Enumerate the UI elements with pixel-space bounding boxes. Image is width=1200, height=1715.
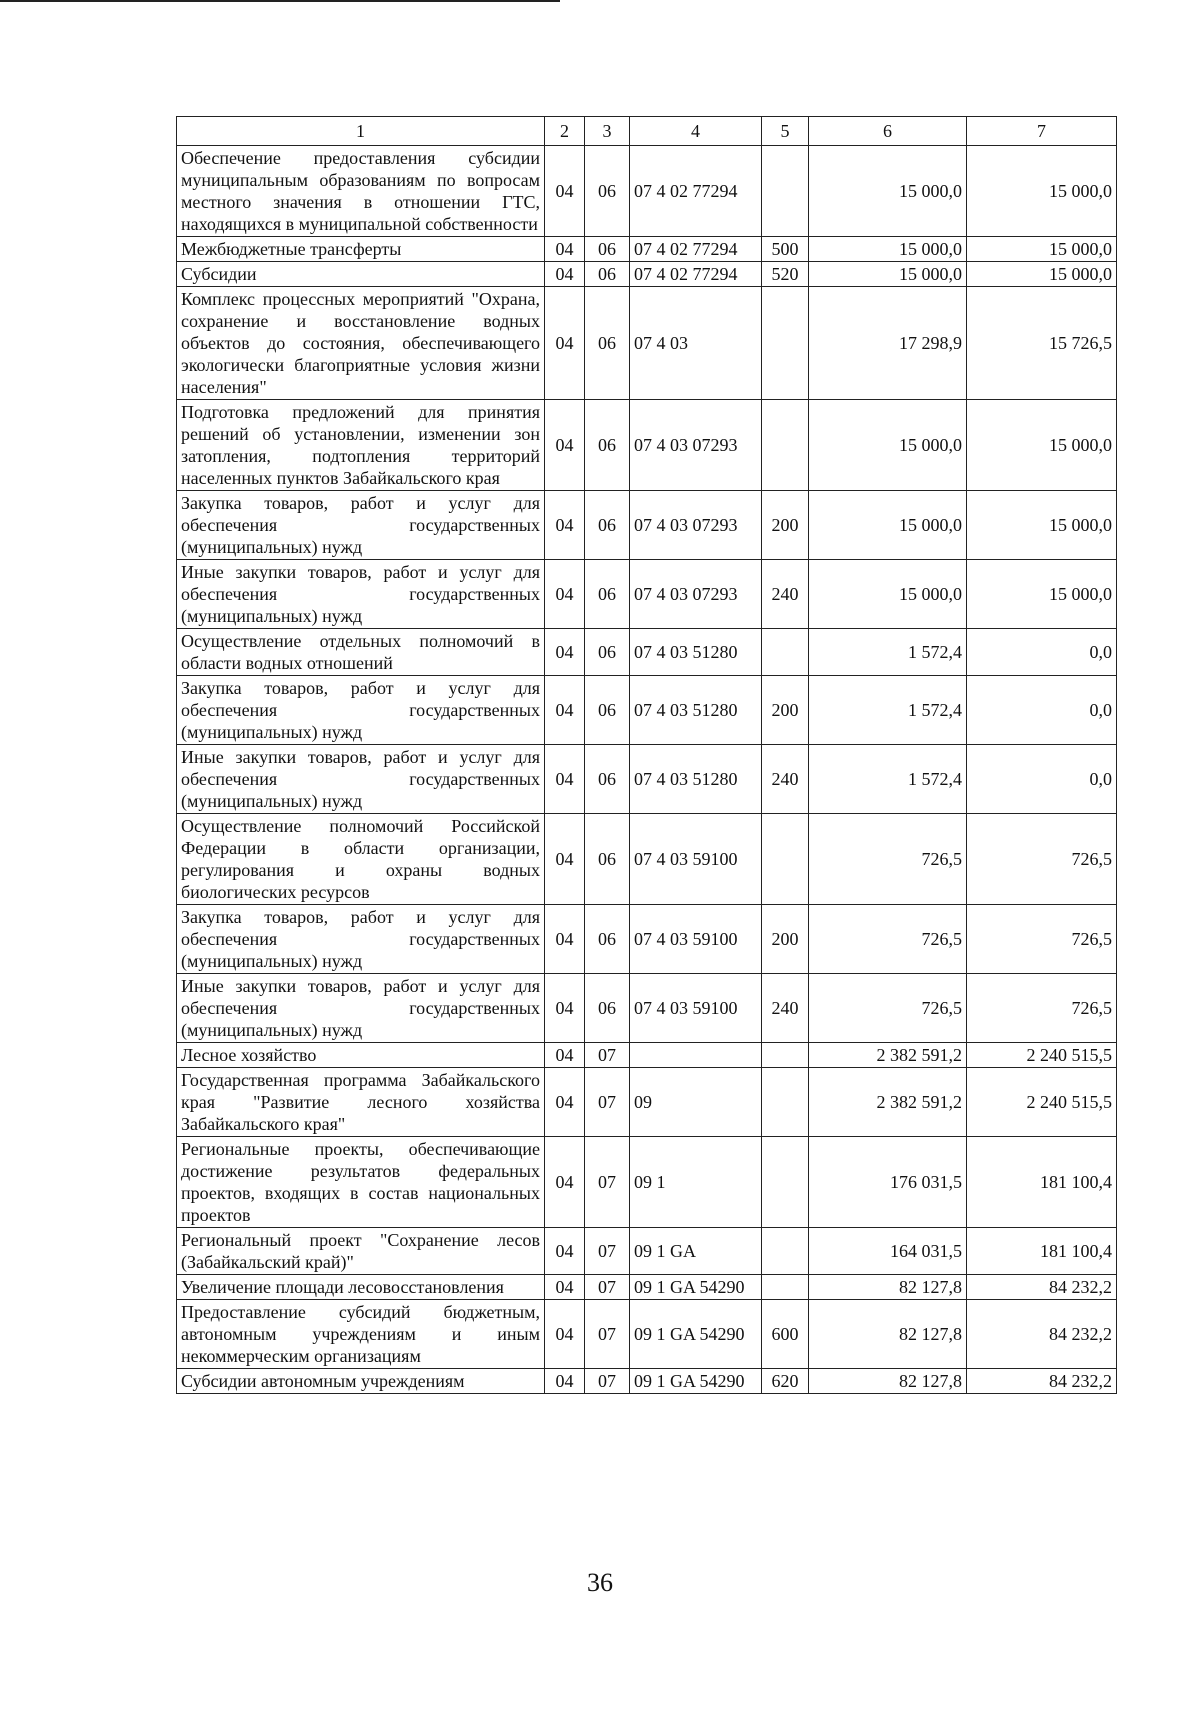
subsection-code-cell: 06 bbox=[585, 146, 630, 237]
amount-year-2-cell: 15 000,0 bbox=[967, 400, 1117, 491]
section-code-cell: 04 bbox=[545, 905, 585, 974]
amount-year-1-cell: 726,5 bbox=[809, 814, 967, 905]
amount-year-2-cell: 181 100,4 bbox=[967, 1137, 1117, 1228]
expense-type-cell: 500 bbox=[762, 237, 809, 262]
table-row bbox=[177, 1137, 1117, 1228]
expense-type-cell: 240 bbox=[762, 560, 809, 629]
target-article-cell: 07 4 03 59100 bbox=[630, 905, 762, 974]
amount-year-1-cell: 1 572,4 bbox=[809, 629, 967, 676]
table-row bbox=[177, 237, 1117, 262]
amount-year-2-cell: 726,5 bbox=[967, 905, 1117, 974]
amount-year-1-cell: 726,5 bbox=[809, 905, 967, 974]
table-row bbox=[177, 974, 1117, 1043]
amount-year-1-cell: 15 000,0 bbox=[809, 560, 967, 629]
amount-year-2-cell: 15 000,0 bbox=[967, 491, 1117, 560]
header-cell: 2 bbox=[545, 117, 585, 146]
amount-year-1-cell: 176 031,5 bbox=[809, 1137, 967, 1228]
row-name-cell: Региональные проекты, обеспечивающие достижение результатов федеральных проектов, входящих в состав национальных проектов bbox=[177, 1137, 545, 1228]
expense-type-cell: 240 bbox=[762, 745, 809, 814]
amount-year-2-cell: 15 000,0 bbox=[967, 262, 1117, 287]
row-name-cell: Государственная программа Забайкальского края "Развитие лесного хозяйства Забайкальского края" bbox=[177, 1068, 545, 1137]
target-article-cell: 07 4 03 07293 bbox=[630, 400, 762, 491]
target-article-cell: 07 4 03 bbox=[630, 287, 762, 400]
amount-year-2-cell: 2 240 515,5 bbox=[967, 1043, 1117, 1068]
amount-year-2-cell: 84 232,2 bbox=[967, 1300, 1117, 1369]
header-cell: 4 bbox=[630, 117, 762, 146]
subsection-code-cell: 06 bbox=[585, 905, 630, 974]
amount-year-2-cell: 84 232,2 bbox=[967, 1275, 1117, 1300]
page-number: 36 bbox=[587, 1568, 613, 1597]
amount-year-2-cell: 15 000,0 bbox=[967, 560, 1117, 629]
table-row bbox=[177, 676, 1117, 745]
target-article-cell: 09 1 GA 54290 bbox=[630, 1369, 762, 1394]
section-code-cell: 04 bbox=[545, 287, 585, 400]
table-row bbox=[177, 629, 1117, 676]
table-row bbox=[177, 491, 1117, 560]
amount-year-2-cell: 2 240 515,5 bbox=[967, 1068, 1117, 1137]
amount-year-2-cell: 0,0 bbox=[967, 629, 1117, 676]
subsection-code-cell: 06 bbox=[585, 560, 630, 629]
target-article-cell: 07 4 03 07293 bbox=[630, 560, 762, 629]
amount-year-2-cell: 0,0 bbox=[967, 745, 1117, 814]
amount-year-1-cell: 15 000,0 bbox=[809, 237, 967, 262]
row-name-cell: Предоставление субсидий бюджетным, автономным учреждениям и иным некоммерческим организациям bbox=[177, 1300, 545, 1369]
amount-year-2-cell: 726,5 bbox=[967, 974, 1117, 1043]
section-code-cell: 04 bbox=[545, 400, 585, 491]
table-row bbox=[177, 1228, 1117, 1275]
row-name-cell: Подготовка предложений для принятия решений об установлении, изменении зон затопления, подтопления территорий населенных пунктов Забайкальского края bbox=[177, 400, 545, 491]
expense-type-cell: 200 bbox=[762, 676, 809, 745]
expense-type-cell: 520 bbox=[762, 262, 809, 287]
subsection-code-cell: 06 bbox=[585, 676, 630, 745]
header-cell: 5 bbox=[762, 117, 809, 146]
section-code-cell: 04 bbox=[545, 676, 585, 745]
subsection-code-cell: 07 bbox=[585, 1068, 630, 1137]
amount-year-1-cell: 82 127,8 bbox=[809, 1275, 967, 1300]
section-code-cell: 04 bbox=[545, 262, 585, 287]
expense-type-cell bbox=[762, 1043, 809, 1068]
amount-year-1-cell: 726,5 bbox=[809, 974, 967, 1043]
row-name-cell: Закупка товаров, работ и услуг для обеспечения государственных (муниципальных) нужд bbox=[177, 491, 545, 560]
subsection-code-cell: 06 bbox=[585, 400, 630, 491]
amount-year-2-cell: 15 726,5 bbox=[967, 287, 1117, 400]
expense-type-cell bbox=[762, 814, 809, 905]
subsection-code-cell: 06 bbox=[585, 629, 630, 676]
section-code-cell: 04 bbox=[545, 1068, 585, 1137]
table-row bbox=[177, 287, 1117, 400]
expense-type-cell bbox=[762, 1137, 809, 1228]
row-name-cell: Межбюджетные трансферты bbox=[177, 237, 545, 262]
row-name-cell: Лесное хозяйство bbox=[177, 1043, 545, 1068]
amount-year-1-cell: 15 000,0 bbox=[809, 146, 967, 237]
expense-type-cell bbox=[762, 1068, 809, 1137]
section-code-cell: 04 bbox=[545, 146, 585, 237]
row-name-cell: Иные закупки товаров, работ и услуг для обеспечения государственных (муниципальных) нужд bbox=[177, 560, 545, 629]
amount-year-1-cell: 15 000,0 bbox=[809, 400, 967, 491]
amount-year-2-cell: 15 000,0 bbox=[967, 146, 1117, 237]
target-article-cell: 07 4 03 59100 bbox=[630, 974, 762, 1043]
header-cell: 3 bbox=[585, 117, 630, 146]
table-row bbox=[177, 262, 1117, 287]
target-article-cell: 07 4 03 51280 bbox=[630, 676, 762, 745]
target-article-cell: 07 4 03 59100 bbox=[630, 814, 762, 905]
row-name-cell: Закупка товаров, работ и услуг для обеспечения государственных (муниципальных) нужд bbox=[177, 905, 545, 974]
target-article-cell: 07 4 02 77294 bbox=[630, 237, 762, 262]
amount-year-1-cell: 15 000,0 bbox=[809, 262, 967, 287]
amount-year-1-cell: 82 127,8 bbox=[809, 1300, 967, 1369]
section-code-cell: 04 bbox=[545, 1137, 585, 1228]
header-cell: 7 bbox=[967, 117, 1117, 146]
amount-year-1-cell: 164 031,5 bbox=[809, 1228, 967, 1275]
target-article-cell: 09 bbox=[630, 1068, 762, 1137]
section-code-cell: 04 bbox=[545, 491, 585, 560]
table-row bbox=[177, 1300, 1117, 1369]
amount-year-2-cell: 15 000,0 bbox=[967, 237, 1117, 262]
amount-year-1-cell: 1 572,4 bbox=[809, 745, 967, 814]
target-article-cell: 07 4 02 77294 bbox=[630, 262, 762, 287]
amount-year-2-cell: 84 232,2 bbox=[967, 1369, 1117, 1394]
table-row bbox=[177, 560, 1117, 629]
budget-table bbox=[176, 116, 1117, 1394]
target-article-cell: 09 1 GA 54290 bbox=[630, 1275, 762, 1300]
section-code-cell: 04 bbox=[545, 974, 585, 1043]
row-name-cell: Увеличение площади лесовосстановления bbox=[177, 1275, 545, 1300]
table-row bbox=[177, 1275, 1117, 1300]
expense-type-cell: 600 bbox=[762, 1300, 809, 1369]
target-article-cell: 09 1 GA 54290 bbox=[630, 1300, 762, 1369]
section-code-cell: 04 bbox=[545, 814, 585, 905]
expense-type-cell: 240 bbox=[762, 974, 809, 1043]
subsection-code-cell: 07 bbox=[585, 1137, 630, 1228]
table-row bbox=[177, 400, 1117, 491]
amount-year-1-cell: 15 000,0 bbox=[809, 491, 967, 560]
expense-type-cell: 200 bbox=[762, 905, 809, 974]
amount-year-2-cell: 726,5 bbox=[967, 814, 1117, 905]
section-code-cell: 04 bbox=[545, 560, 585, 629]
section-code-cell: 04 bbox=[545, 629, 585, 676]
amount-year-1-cell: 1 572,4 bbox=[809, 676, 967, 745]
target-article-cell: 09 1 bbox=[630, 1137, 762, 1228]
table-row bbox=[177, 1068, 1117, 1137]
expense-type-cell: 620 bbox=[762, 1369, 809, 1394]
scan-edge-rule bbox=[0, 0, 560, 2]
amount-year-2-cell: 0,0 bbox=[967, 676, 1117, 745]
row-name-cell: Субсидии bbox=[177, 262, 545, 287]
target-article-cell: 09 1 GA bbox=[630, 1228, 762, 1275]
table-row bbox=[177, 1043, 1117, 1068]
subsection-code-cell: 06 bbox=[585, 745, 630, 814]
subsection-code-cell: 07 bbox=[585, 1275, 630, 1300]
amount-year-1-cell: 17 298,9 bbox=[809, 287, 967, 400]
header-cell: 6 bbox=[809, 117, 967, 146]
amount-year-1-cell: 2 382 591,2 bbox=[809, 1043, 967, 1068]
subsection-code-cell: 07 bbox=[585, 1300, 630, 1369]
target-article-cell: 07 4 03 51280 bbox=[630, 745, 762, 814]
section-code-cell: 04 bbox=[545, 1043, 585, 1068]
row-name-cell: Обеспечение предоставления субсидии муниципальным образованиям по вопросам местного значения в отношении ГТС, находящихся в муниципальной собственности bbox=[177, 146, 545, 237]
table-header-row bbox=[177, 117, 1117, 146]
section-code-cell: 04 bbox=[545, 1369, 585, 1394]
section-code-cell: 04 bbox=[545, 745, 585, 814]
expense-type-cell bbox=[762, 400, 809, 491]
section-code-cell: 04 bbox=[545, 1275, 585, 1300]
expense-type-cell bbox=[762, 1228, 809, 1275]
section-code-cell: 04 bbox=[545, 237, 585, 262]
expense-type-cell bbox=[762, 146, 809, 237]
target-article-cell: 07 4 02 77294 bbox=[630, 146, 762, 237]
section-code-cell: 04 bbox=[545, 1300, 585, 1369]
row-name-cell: Осуществление полномочий Российской Федерации в области организации, регулирования и охраны водных биологических ресурсов bbox=[177, 814, 545, 905]
table-row bbox=[177, 745, 1117, 814]
target-article-cell: 07 4 03 07293 bbox=[630, 491, 762, 560]
row-name-cell: Иные закупки товаров, работ и услуг для обеспечения государственных (муниципальных) нужд bbox=[177, 974, 545, 1043]
amount-year-1-cell: 82 127,8 bbox=[809, 1369, 967, 1394]
subsection-code-cell: 06 bbox=[585, 237, 630, 262]
subsection-code-cell: 07 bbox=[585, 1228, 630, 1275]
table-row bbox=[177, 146, 1117, 237]
subsection-code-cell: 06 bbox=[585, 974, 630, 1043]
row-name-cell: Осуществление отдельных полномочий в области водных отношений bbox=[177, 629, 545, 676]
target-article-cell: 07 4 03 51280 bbox=[630, 629, 762, 676]
amount-year-1-cell: 2 382 591,2 bbox=[809, 1068, 967, 1137]
table-row bbox=[177, 1369, 1117, 1394]
expense-type-cell: 200 bbox=[762, 491, 809, 560]
header-cell: 1 bbox=[177, 117, 545, 146]
row-name-cell: Субсидии автономным учреждениям bbox=[177, 1369, 545, 1394]
expense-type-cell bbox=[762, 287, 809, 400]
section-code-cell: 04 bbox=[545, 1228, 585, 1275]
subsection-code-cell: 07 bbox=[585, 1043, 630, 1068]
row-name-cell: Комплекс процессных мероприятий "Охрана, сохранение и восстановление водных объектов до состояния, обеспечивающего экологически благоприятные условия жизни населения" bbox=[177, 287, 545, 400]
subsection-code-cell: 06 bbox=[585, 814, 630, 905]
row-name-cell: Иные закупки товаров, работ и услуг для обеспечения государственных (муниципальных) нужд bbox=[177, 745, 545, 814]
subsection-code-cell: 07 bbox=[585, 1369, 630, 1394]
row-name-cell: Закупка товаров, работ и услуг для обеспечения государственных (муниципальных) нужд bbox=[177, 676, 545, 745]
expense-type-cell bbox=[762, 629, 809, 676]
table-row bbox=[177, 905, 1117, 974]
subsection-code-cell: 06 bbox=[585, 491, 630, 560]
subsection-code-cell: 06 bbox=[585, 287, 630, 400]
table-row bbox=[177, 814, 1117, 905]
amount-year-2-cell: 181 100,4 bbox=[967, 1228, 1117, 1275]
target-article-cell bbox=[630, 1043, 762, 1068]
expense-type-cell bbox=[762, 1275, 809, 1300]
row-name-cell: Региональный проект "Сохранение лесов (Забайкальский край)" bbox=[177, 1228, 545, 1275]
subsection-code-cell: 06 bbox=[585, 262, 630, 287]
